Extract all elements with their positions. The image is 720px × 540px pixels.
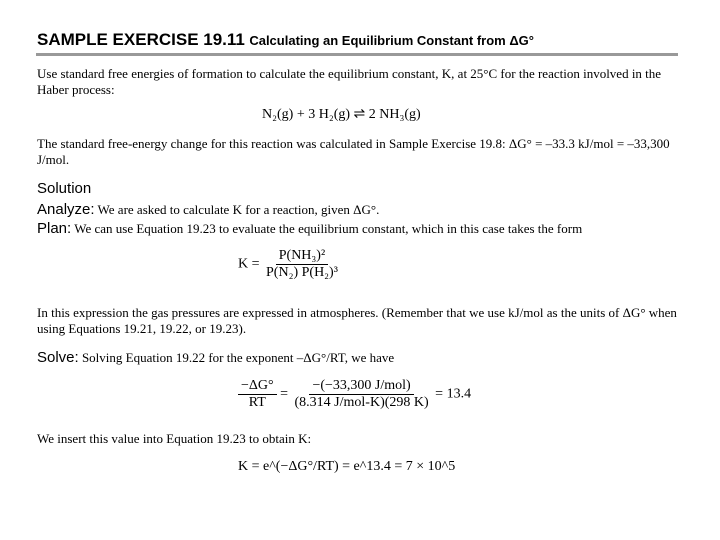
reaction-equation: N₂(g) + 3 H₂(g) ⇌ 2 NH₃(g) — [262, 107, 421, 122]
given-text: The standard free-energy change for this reaction was calculated in Sample Exercise 19.8: ΔG° = –33.3 kJ/mol = –33,300 J/mol. — [37, 136, 670, 167]
title-divider — [36, 53, 678, 56]
equilibrium-expression: K = $\frac{\text{P(NH₃)²}}{\text{P(N₂) P(H₂)³}}$ — [238, 248, 338, 280]
analyze-step: Analyze: We are asked to calculate K for a reaction, given ΔG°. — [37, 201, 380, 218]
k-result-equation: K = e^(−ΔG°/RT) = e^13.4 = 7 × 10^5 — [238, 459, 456, 474]
intro-text: Use standard free energies of formation to calculate the equilibrium constant, K, at 25°C for the reaction involved in the Haber process: — [37, 66, 662, 97]
insert-text: We insert this value into Equation 19.23 to obtain K: — [37, 431, 312, 446]
exponent-calculation: $\frac{-\Delta G^\circ}{RT}$ = $\frac{\text{−(−33,300 J/mol)}}{\text{(8.314 J/mol-K)(298 K)}}$ = 13.4 — [238, 378, 471, 411]
solution-heading: Solution — [37, 180, 92, 197]
pressure-note: In this expression the gas pressures are expressed in atmospheres. (Remember that we use kJ/mol as the units of ΔG° when using Equations 19.21, 19.22, or 19.23). — [37, 305, 677, 336]
exercise-title: SAMPLE EXERCISE 19.11 Calculating an Equilibrium Constant from ΔG° — [37, 30, 534, 49]
plan-step: Plan: We can use Equation 19.23 to evaluate the equilibrium constant, which in this case takes the form — [37, 220, 583, 237]
solve-step: Solve: Solving Equation 19.22 for the exponent –ΔG°/RT, we have — [37, 349, 395, 366]
